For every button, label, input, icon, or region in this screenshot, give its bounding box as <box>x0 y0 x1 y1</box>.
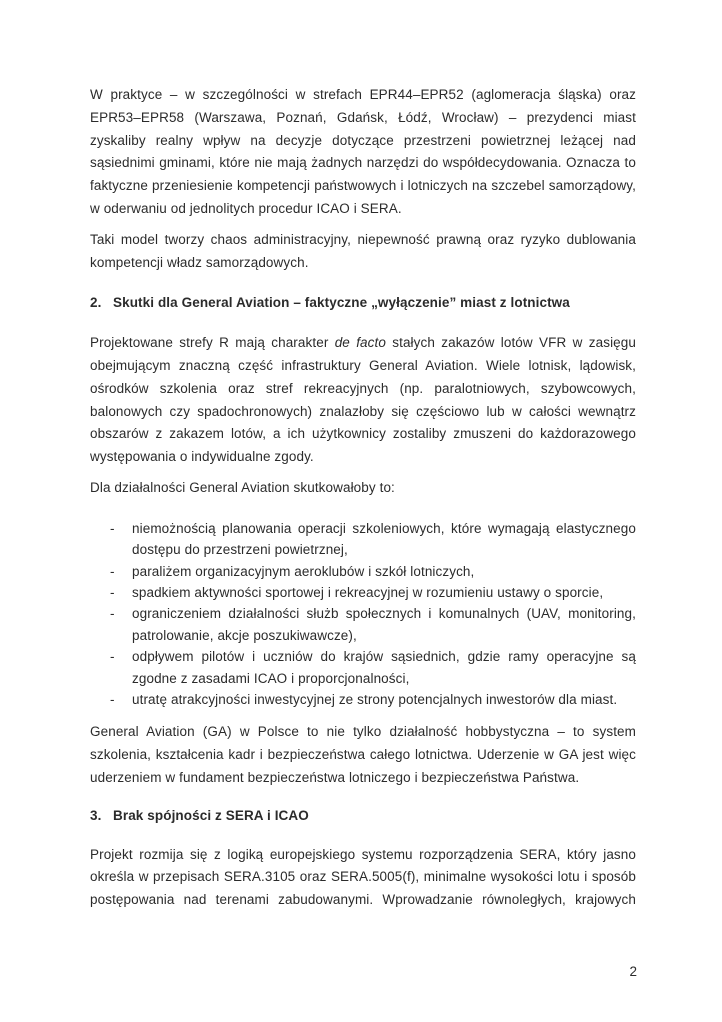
bullet-list <box>90 518 636 711</box>
heading-number: 2. <box>90 295 102 311</box>
list-item: - odpływem pilotów i uczniów do krajów sąsiednich, gdzie ramy operacyjne są zgodne z zasadami ICAO i proporcjonalności, <box>90 646 636 689</box>
paragraph-strefy-r <box>90 332 636 469</box>
paragraph-ga-summary: General Aviation (GA) w Polsce to nie tylko działalność hobbystyczna – to system szkolenia, kształcenia kadr i bezpieczeństwa całego lotnictwa. Uderzenie w GA jest więc uderzeniem w fundament bezpieczeństwa lotniczego i bezpieczeństwa Państwa. <box>90 724 636 785</box>
paragraph-intro-1: W praktyce – w szczególności w strefach EPR44–EPR52 (aglomeracja śląska) oraz EPR53–EPR58 (Warszawa, Poznań, Gdańsk, Łódź, Wrocław) – prezydenci miast zyskaliby realny wpływ na decyzje dotyczące przestrzeni powietrznej leżącej nad sąsiednimi gminami, które nie mają żadnych narzędzi do współdecydowania. Oznacza to faktyczne przeniesienie kompetencji państwowych i lotniczych na szczebel samorządowy, w oderwaniu od jednolitych procedur ICAO i SERA. <box>90 87 636 216</box>
list-item: - niemożnością planowania operacji szkoleniowych, które wymagają elastycznego dostępu do przestrzeni powietrznej, <box>90 518 636 561</box>
paragraph-intro-2: Taki model tworzy chaos administracyjny, niepewność prawną oraz ryzyko dublowania kompetencji władz samorządowych. <box>90 231 636 270</box>
paragraph-sera: Projekt rozmija się z logiką europejskiego systemu rozporządzenia SERA, który jasno określa w przepisach SERA.3105 oraz SERA.5005(f), minimalne wysokości lotu i sposób postępowania nad terenami zabudowanymi. Wprowadzanie równoległych, krajowych <box>90 846 636 908</box>
paragraph-text: Projektowane strefy R mają charakter <box>90 335 335 351</box>
list-item: - utratę atrakcyjności inwestycyjnej ze strony potencjalnych inwestorów dla miast. <box>90 689 636 710</box>
list-item: - ograniczeniem działalności służb społecznych i komunalnych (UAV, monitoring, patrolowanie, akcje poszukiwawcze), <box>90 603 636 646</box>
list-intro: Dla działalności General Aviation skutkowałoby to: <box>90 479 395 495</box>
paragraph-text: stałych zakazów lotów VFR w zasięgu obejmującym znaczną część infrastruktury General Aviation. Wiele lotnisk, lądowisk, ośrodków szkolenia oraz stref rekreacyjnych (np. paralotniowych, szybowcowych, balonowych czy spadochronowych) znalazłoby się częściowo lub w całości wewnątrz obszarów z zakazem lotów, a ich użytkownicy zostaliby zmuszeni do każdorazowego występowania o indywidualne zgody. <box>90 335 636 465</box>
list-item: - paraliżem organizacyjnym aeroklubów i szkół lotniczych, <box>90 561 636 582</box>
heading-number: 3. <box>90 807 102 823</box>
section-heading-2 <box>90 292 636 315</box>
heading-text: Brak spójności z SERA i ICAO <box>113 807 309 823</box>
italic-phrase: de facto <box>334 335 386 351</box>
section-heading-3 <box>90 805 636 828</box>
heading-text: Skutki dla General Aviation – faktyczne „wyłączenie” miast z lotnictwa <box>113 295 570 311</box>
page-content <box>90 84 636 920</box>
page-number: 2 <box>629 964 637 979</box>
list-item: - spadkiem aktywności sportowej i rekreacyjnej w rozumieniu ustawy o sporcie, <box>90 582 636 603</box>
